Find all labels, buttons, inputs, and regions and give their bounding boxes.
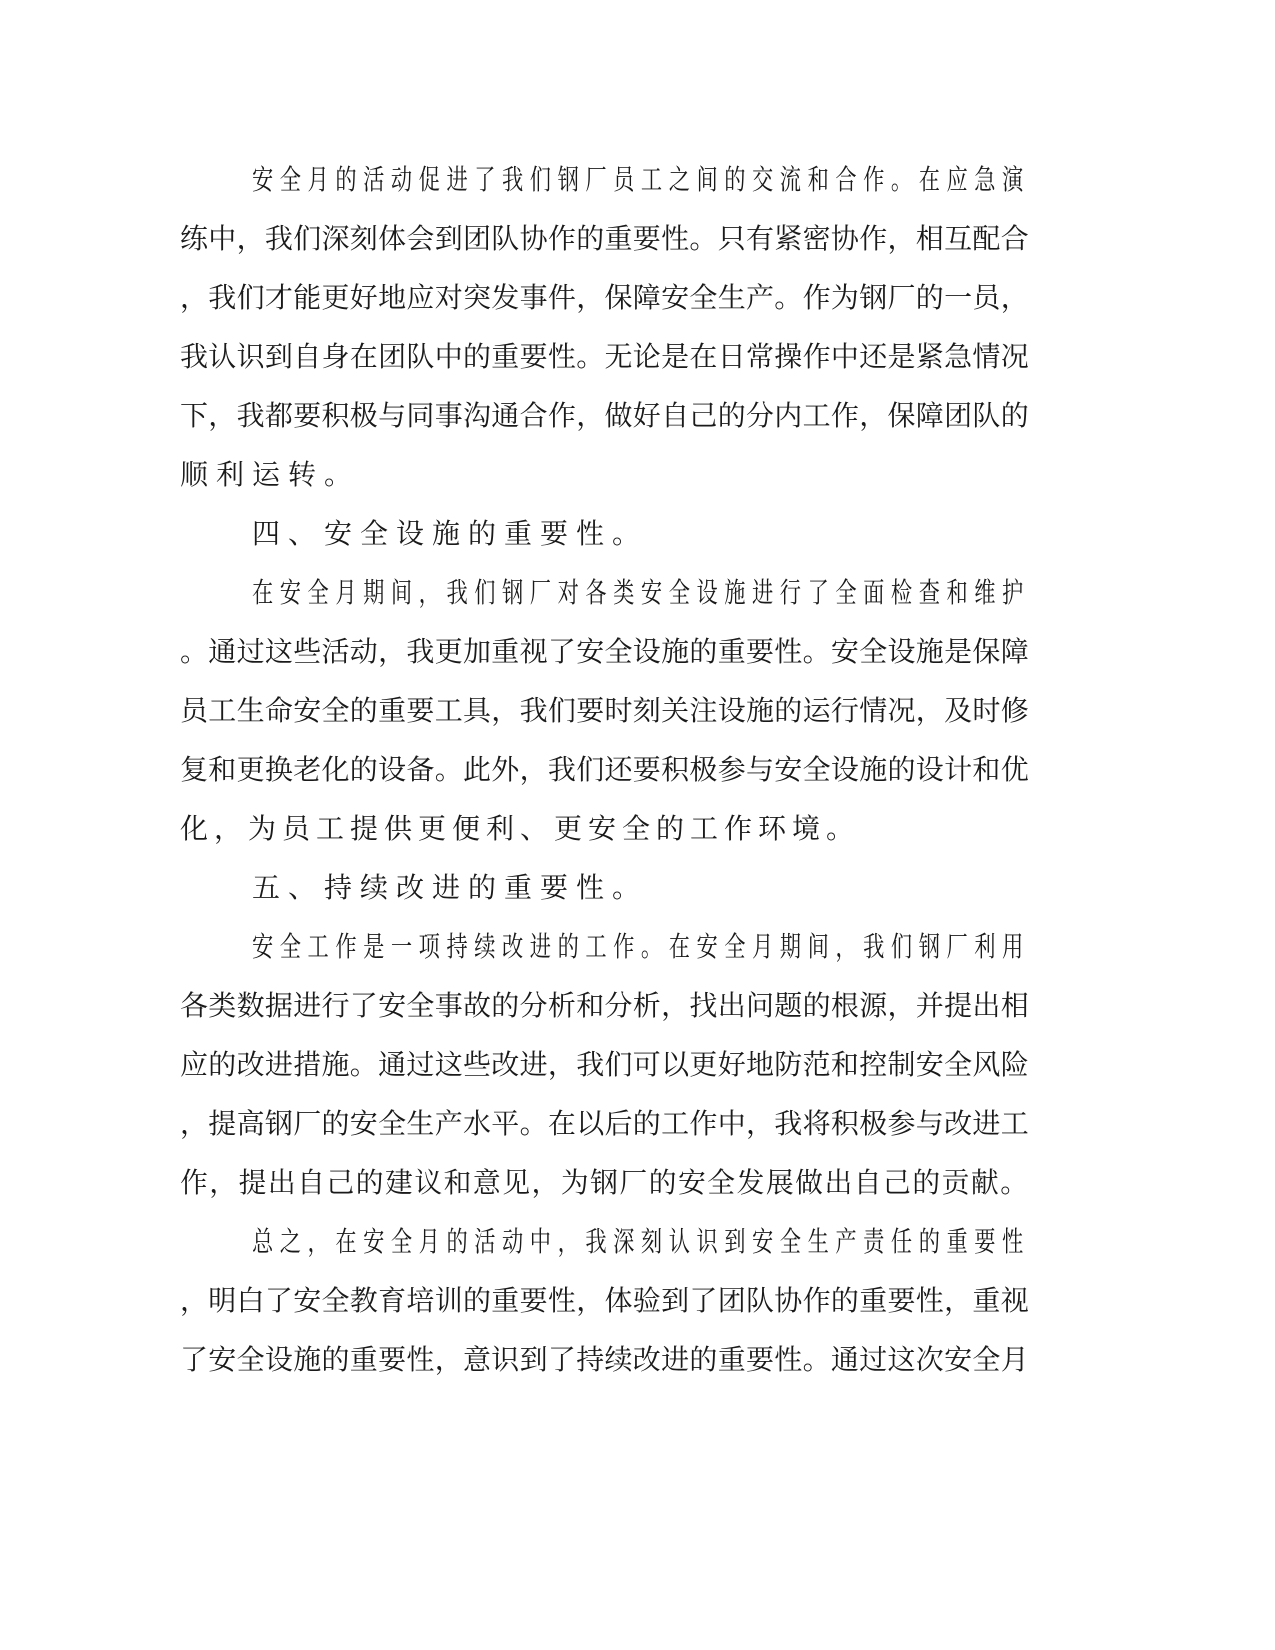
text-line: ，明白了安全教育培训的重要性，体验到了团队协作的重要性，重视 bbox=[180, 1284, 1030, 1317]
section-heading: 五、持续改进的重要性。 bbox=[252, 871, 649, 904]
text-line: 下，我都要积极与同事沟通合作，做好自己的分内工作，保障团队的 bbox=[180, 399, 1030, 432]
text-line: 各类数据进行了安全事故的分析和分析，找出问题的根源，并提出相 bbox=[180, 989, 1030, 1022]
text-line: 安全月的活动促进了我们钢厂员工之间的交流和合作。在应急演 bbox=[252, 163, 1030, 196]
text-line: 总之，在安全月的活动中，我深刻认识到安全生产责任的重要性 bbox=[252, 1225, 1030, 1258]
text-line: ，我们才能更好地应对突发事件，保障安全生产。作为钢厂的一员， bbox=[180, 281, 1030, 314]
text-line: 在安全月期间，我们钢厂对各类安全设施进行了全面检查和维护 bbox=[252, 576, 1030, 609]
text-line: 我认识到自身在团队中的重要性。无论是在日常操作中还是紧急情况 bbox=[180, 340, 1030, 373]
text-line: 化，为员工提供更便利、更安全的工作环境。 bbox=[180, 812, 861, 845]
text-line: 了安全设施的重要性，意识到了持续改进的重要性。通过这次安全月 bbox=[180, 1343, 1030, 1376]
text-line: 顺利运转。 bbox=[180, 458, 361, 491]
text-line: 员工生命安全的重要工具，我们要时刻关注设施的运行情况，及时修 bbox=[180, 694, 1030, 727]
text-line: 作，提出自己的建议和意见，为钢厂的安全发展做出自己的贡献。 bbox=[180, 1166, 1030, 1199]
text-line: 应的改进措施。通过这些改进，我们可以更好地防范和控制安全风险 bbox=[180, 1048, 1030, 1081]
text-line: 复和更换老化的设备。此外，我们还要积极参与安全设施的设计和优 bbox=[180, 753, 1030, 786]
text-line: 练中，我们深刻体会到团队协作的重要性。只有紧密协作，相互配合 bbox=[180, 222, 1030, 255]
text-line: ，提高钢厂的安全生产水平。在以后的工作中，我将积极参与改进工 bbox=[180, 1107, 1030, 1140]
text-line: 安全工作是一项持续改进的工作。在安全月期间，我们钢厂利用 bbox=[252, 930, 1030, 963]
text-line: 。通过这些活动，我更加重视了安全设施的重要性。安全设施是保障 bbox=[180, 635, 1030, 668]
section-heading: 四、安全设施的重要性。 bbox=[252, 517, 649, 550]
